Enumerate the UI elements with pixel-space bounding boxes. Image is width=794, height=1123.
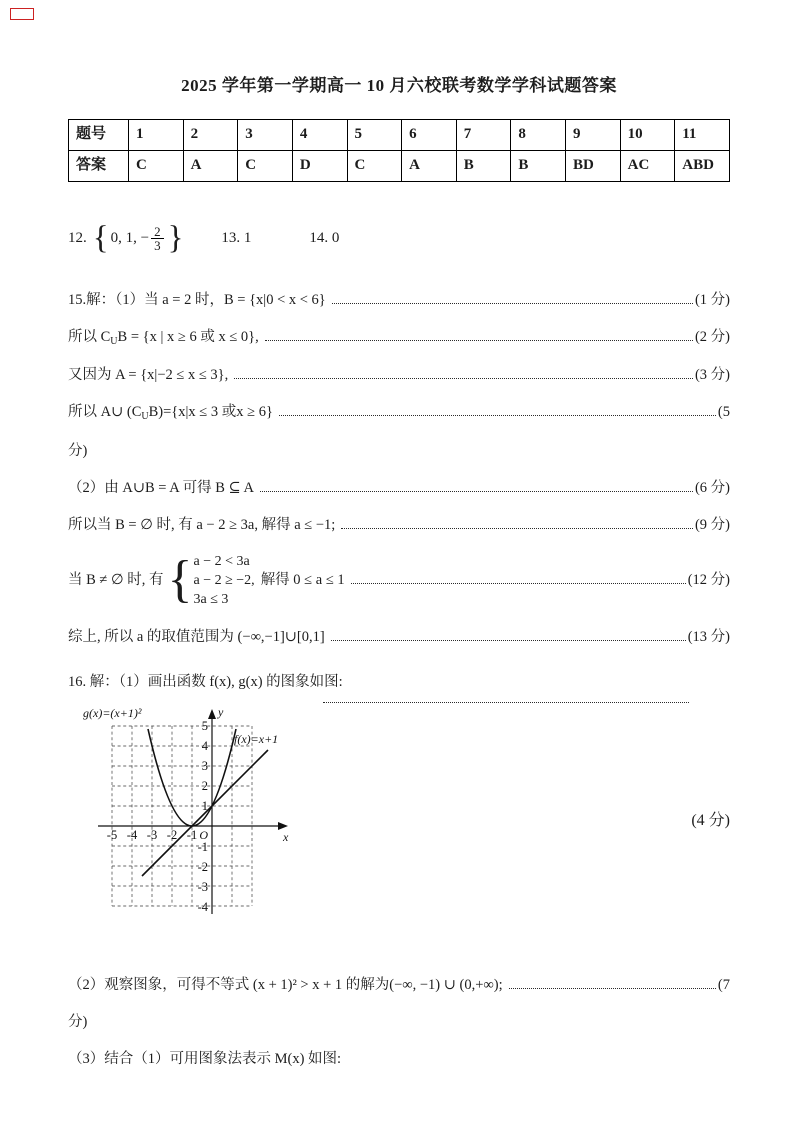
question-number-cell: 3: [238, 119, 293, 150]
y-axis-arrow: [208, 709, 216, 719]
question-number-cell: 2: [183, 119, 238, 150]
g-function-label: g(x)=(x+1)²: [83, 705, 142, 720]
subscript-u: U: [141, 411, 149, 423]
q12-open-brace: {: [92, 220, 109, 257]
dot-leader: [341, 527, 693, 529]
line-text: 15.解：（1）当 a = 2 时，B = {x|0 < x < 6}: [68, 291, 326, 308]
question-number-cell: 6: [402, 119, 457, 150]
question-number-cell: 4: [292, 119, 347, 150]
system-row: a − 2 < 3a: [193, 553, 250, 569]
y-tick: -4: [197, 899, 208, 914]
x-tick: -3: [146, 827, 158, 842]
q12-label: 12.: [68, 229, 87, 246]
answer-cell: A: [183, 150, 238, 181]
dot-leader: [260, 490, 693, 492]
q14-answer: 14. 0: [309, 229, 340, 246]
line-text: 所以当 B = ∅ 时, 有 a − 2 ≥ 3a, 解得 a ≤ −1;: [68, 516, 336, 533]
solution-line-6: [68, 478, 730, 499]
answer-cell: A: [402, 150, 457, 181]
line-text: （2）观察图象，可得不等式 (x + 1)² > x + 1 的解为(−∞, −1) ∪ (0,+∞);: [68, 976, 503, 993]
question-number-cell: 7: [456, 119, 511, 150]
solution-line-9: [68, 627, 730, 648]
x-tick: -2: [166, 827, 178, 842]
x-tick: -1: [186, 827, 198, 842]
score-label: (5: [717, 404, 730, 421]
function-graph: [82, 701, 317, 941]
system-brace: {: [167, 551, 193, 609]
dot-leader: [331, 639, 686, 641]
question-number-cell: 11: [675, 119, 730, 150]
q13-answer: 13. 1: [221, 229, 252, 246]
score-label: (6 分): [694, 479, 730, 496]
y-tick: 3: [201, 758, 208, 773]
dot-leader: [323, 701, 689, 703]
x-axis-arrow: [278, 822, 288, 830]
answer-cell: B: [511, 150, 566, 181]
score-label: (13 分): [687, 628, 730, 645]
question-number-cell: 8: [511, 119, 566, 150]
answer-cell: C: [238, 150, 293, 181]
answer-cell: ABD: [675, 150, 730, 181]
system-row: 3a ≤ 3: [193, 591, 229, 607]
x-tick: -4: [126, 827, 138, 842]
line-text: 所以 A∪ $(C_UB)=\{x|x \le 3$ 或x ≥ 6}: [68, 404, 273, 423]
x-axis-label: x: [283, 829, 289, 844]
y-tick: 4: [201, 738, 208, 753]
dot-leader: [234, 377, 693, 379]
solution-line-1: [68, 290, 730, 311]
y-tick: 1: [201, 798, 208, 813]
wrap-line: 分): [68, 1013, 88, 1030]
score-label: (7: [717, 976, 730, 993]
score-label: (1 分): [694, 291, 730, 308]
origin-label: O: [199, 827, 208, 842]
fraction-numerator: 2: [154, 223, 161, 239]
question-number-cell: 5: [347, 119, 402, 150]
solution-line-2: [68, 327, 730, 350]
y-tick: 2: [201, 778, 208, 793]
y-tick: -2: [197, 859, 208, 874]
solution-line: [68, 975, 730, 996]
row-label-question-number: 题号: [69, 119, 129, 150]
fill-in-answers-row: [68, 216, 730, 262]
table-row-answers: [69, 150, 730, 181]
x-tick: -5: [106, 827, 118, 842]
question-15-solution: [68, 290, 730, 648]
y-tick: 5: [201, 718, 208, 733]
solution-line-5-wrap: 分): [68, 442, 88, 459]
red-corner-mark: [10, 8, 34, 20]
solution-line-3: [68, 365, 730, 386]
score-label: (4 分): [691, 812, 730, 830]
dot-leader: [279, 414, 716, 416]
y-tick: -1: [197, 839, 208, 854]
q12-fraction: [151, 225, 164, 253]
score-label: (9 分): [694, 516, 730, 533]
solution-line-4: [68, 402, 730, 425]
answer-cell: C: [347, 150, 402, 181]
graph-row: [82, 701, 730, 941]
question-number-cell: 9: [566, 119, 621, 150]
answer-cell: D: [292, 150, 347, 181]
score-label: (2 分): [694, 328, 730, 345]
row-label-answer: 答案: [69, 150, 129, 181]
score-label: (3 分): [694, 367, 730, 384]
answer-cell: B: [456, 150, 511, 181]
answer-cell: C: [129, 150, 184, 181]
y-tick: -3: [197, 879, 208, 894]
y-axis-label: y: [218, 704, 224, 719]
equation-system: [193, 552, 254, 609]
solution-line-8: [68, 552, 730, 609]
dot-leader: [265, 339, 693, 341]
question-16-part2: [68, 975, 730, 1070]
score-label: (12 分): [687, 571, 730, 588]
line-text: 所以 $C_UB = \{x$ | x ≥ 6 或 x ≤ 0},: [68, 328, 259, 347]
line-text: 综上, 所以 a 的取值范围为 (−∞,−1]∪[0,1]: [68, 628, 325, 645]
question-number-cell: 1: [129, 119, 184, 150]
page-title: 2025 学年第一学期高一 10 月六校联考数学学科试题答案: [181, 76, 617, 95]
line-text: 当 B ≠ ∅ 时, 有{ a − 2 < 3a a − 2 ≥ −2, 3a ≤ 3 解得 0 ≤ a ≤ 1: [68, 551, 345, 609]
question-16-part3: （3）结合（1）可用图象法表示 M(x) 如图:: [68, 1050, 342, 1067]
answer-cell: AC: [620, 150, 675, 181]
answer-table: [68, 119, 730, 182]
grid-lines: [112, 726, 252, 906]
line-text: 又因为 A = {x|−2 ≤ x ≤ 3},: [68, 367, 229, 384]
dot-leader: [509, 987, 716, 989]
system-row: a − 2 ≥ −2,: [193, 572, 255, 588]
answer-cell: BD: [566, 150, 621, 181]
subscript-u: U: [110, 335, 118, 347]
line-text: （2）由 A∪B = A 可得 B ⊆ A: [68, 479, 254, 496]
solution-line-7: [68, 515, 730, 536]
dot-leader: [332, 302, 693, 304]
dot-leader: [351, 582, 686, 584]
q12-set-items: 0, 1, −: [110, 229, 150, 246]
question-16-heading: 16. 解：（1）画出函数 f(x), g(x) 的图象如图:: [68, 673, 343, 690]
question-number-cell: 10: [620, 119, 675, 150]
table-row-question-numbers: [69, 119, 730, 150]
q12-close-brace: }: [167, 220, 184, 257]
f-function-label: f(x)=x+1: [234, 731, 279, 746]
fraction-denominator: 3: [151, 238, 164, 253]
